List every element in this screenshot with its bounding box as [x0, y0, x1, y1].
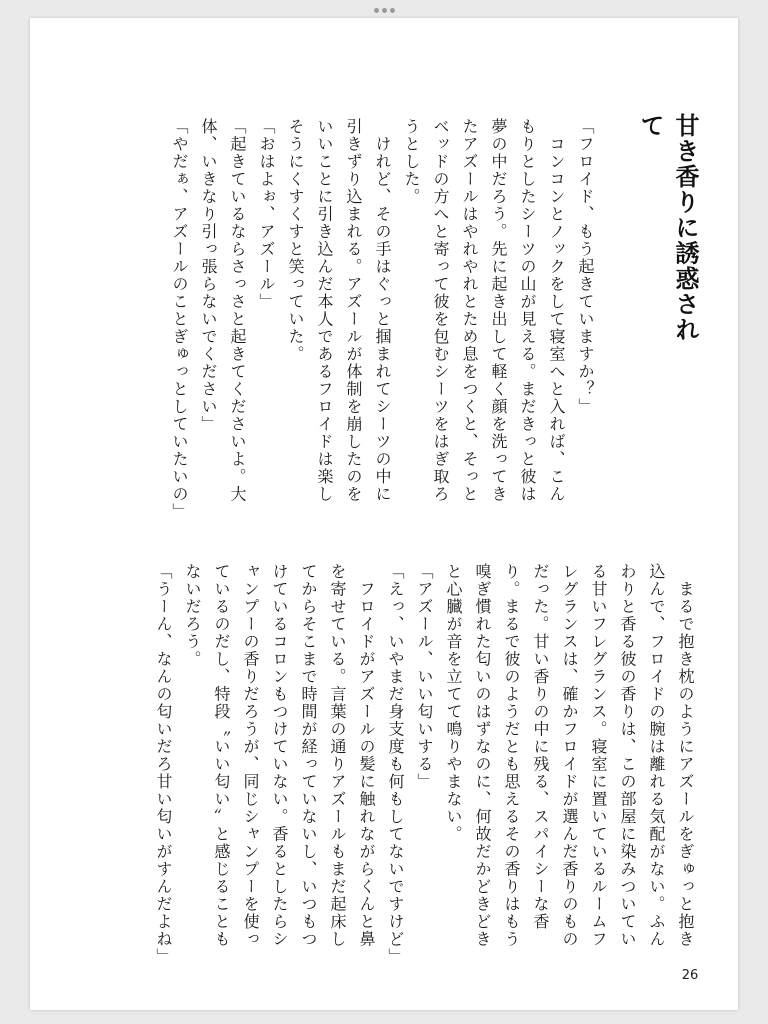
paragraph: けれど、その手はぐっと掴まれてシーツの中に引きずり込まれる。アズールが体制を崩したのをいいことに引き込んだ本人であるフロイドは楽しそうにくすくすと笑っていた。 — [286, 118, 392, 503]
dot — [374, 8, 379, 13]
more-dots-icon[interactable] — [372, 7, 396, 13]
paragraph: コンコンとノックをして寝室へと入れば、こんもりとしたシーツの山が見える。まだきっと彼は夢の中だろう。先に起き出して軽く顔を洗ってきたアズールはやれやれとため息をつくと、そっとベッドの方へと寄って彼を包むシーツをはぎ取ろうとした。 — [402, 118, 566, 503]
paragraph: 「アズール、いい匂いする」 — [415, 563, 434, 791]
upper-text-block — [170, 118, 600, 521]
dot — [390, 8, 395, 13]
paragraph: 「起きているならさっさと起きてくださいよ。大体、いきなり引っ張らないでください」 — [199, 118, 247, 503]
paragraph: フロイドがアズールの髪に触れながらくんと鼻を寄せている。言葉の通りアズールもまだ起床してからそこまで時間が経っていないし、いつもつけているコロンもつけていない。香るとしたらシャンプーの香りだろうが、同じシャンプーを使っているのだし、特段〝いい匂い〟と感じることもないだろう。 — [183, 563, 376, 948]
book-page — [30, 18, 738, 1010]
paragraph: 「えっ、いやまだ身支度も何もしてないですけど」 — [386, 563, 405, 966]
paragraph: 「フロイド、もう起きていますか？」 — [576, 118, 595, 416]
paragraph: 「やだぁ、アズールのことぎゅっとしていたいの」 — [170, 118, 189, 521]
paragraph: まるで抱き枕のようにアズールをぎゅっと抱き込んで、フロイドの腕は離れる気配がない。ふんわりと香る彼の香りは、この部屋に染みついている甘いフレグランス。寝室に置いているルームフレグランスは、確かフロイドが選んだ香りのものだった。甘い香りの中に残る、スパイシーな香り。まるで彼のようだとも思えるその香りはもう嗅ぎ慣れた匂いのはずなのに、何故だかどきどきと心臓が音を立てて鳴りやまない。 — [444, 563, 695, 948]
paragraph: 「おはよぉ、アズール」 — [257, 118, 276, 311]
paragraph: 「うーん、なんの匂いだろ甘い匂いがすんだよね」 — [154, 563, 173, 966]
dot — [382, 8, 387, 13]
lower-text-block — [154, 563, 700, 966]
page-number: 26 — [681, 968, 699, 983]
chapter-title: 甘き香りに誘惑されて — [636, 113, 699, 343]
